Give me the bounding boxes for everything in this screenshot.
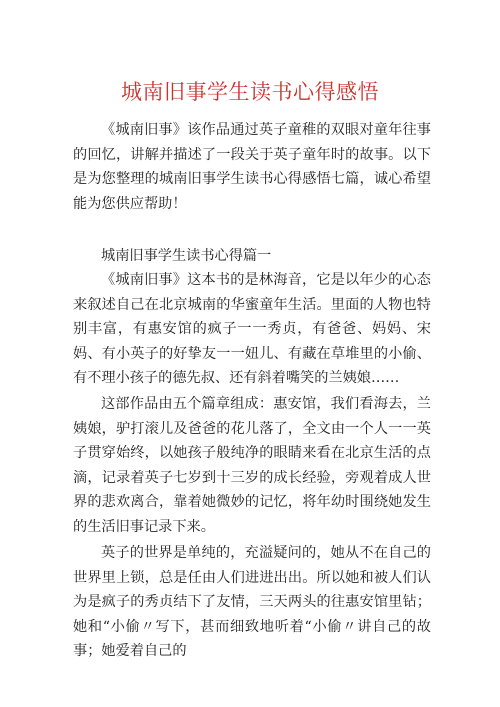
intro-paragraph: 《城南旧事》该作品通过英子童稚的双眼对童年往事的回忆，讲解并描述了一段关于英子童年时的故事。以下是为您整理的城南旧事学生读书心得感悟七篇，诚心希望能为您供应帮助！ xyxy=(73,122,431,212)
section-heading: 城南旧事学生读书心得篇一 xyxy=(101,248,272,264)
page-title: 城南旧事学生读书心得感悟 xyxy=(121,80,379,104)
body-paragraph: 这部作品由五个篇章组成：惠安馆，我们看海去，兰姨娘，驴打滚儿及爸爸的花儿落了，全文由一个人一一英子贯穿始终，以她孩子般纯净的眼睛来看在北京生活的点滴，记录着英子七岁到十三岁的成长经验，旁观着成人世界的悲欢离合，靠着她微妙的记忆，将年幼时围绕她发生的生活旧事记录下来。 xyxy=(73,396,431,535)
body-paragraph: 《城南旧事》这本书的是林海音，它是以年少的心态来叙述自己在北京城南的华蜜童年生活。里面的人物也特别丰富，有惠安馆的疯子一一秀贞，有爸爸、妈妈、宋妈、有小英子的好挚友一一妞儿、有藏在草堆里的小偷、有不理小孩子的德先叔、还有斜着嘴笑的兰姨娘…… xyxy=(73,272,431,387)
body-paragraph: 英子的世界是单纯的，充溢疑问的，她从不在自己的世界里上锁，总是任由人们进进出出。所以她和被人们认为是疯子的秀贞结下了友情，三天两头的往惠安馆里钻；她和“小偷〃写下，甚而细致地听着“小偷〃讲自己的故事；她爱着自己的 xyxy=(73,545,431,660)
